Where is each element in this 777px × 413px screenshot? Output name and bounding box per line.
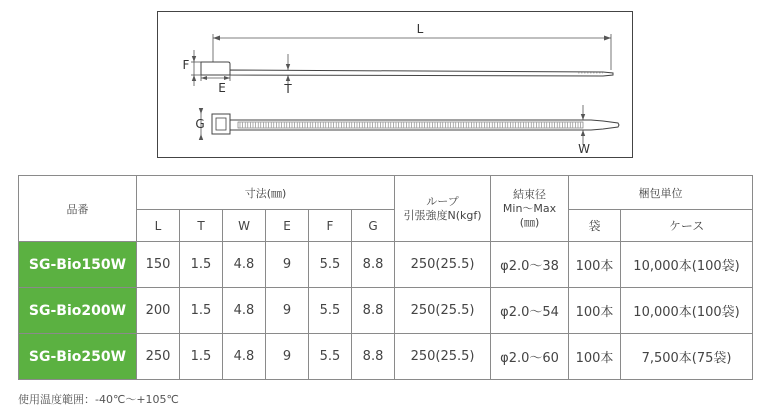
subheader-case: ケース: [621, 210, 753, 242]
header-bind-line1: 結束径: [513, 187, 547, 201]
cell-T: 1.5: [180, 242, 223, 288]
cell-F: 5.5: [309, 242, 352, 288]
header-packing: 梱包単位: [569, 176, 753, 210]
label-T: T: [284, 82, 292, 96]
cell-strength: 250(25.5): [395, 334, 491, 380]
label-W: W: [578, 142, 590, 156]
cell-T: 1.5: [180, 288, 223, 334]
cell-F: 5.5: [309, 334, 352, 380]
header-bind-line3: (㎜): [519, 215, 540, 229]
label-G: G: [195, 117, 205, 131]
cell-L: 200: [137, 288, 180, 334]
cell-E: 9: [266, 242, 309, 288]
table-row: [19, 334, 753, 380]
subheader-L: L: [137, 210, 180, 242]
dimension-drawing: [158, 12, 634, 159]
cell-strength: 250(25.5): [395, 288, 491, 334]
model-cell: SG-Bio200W: [19, 288, 137, 334]
tie-head-slot: [216, 118, 226, 130]
cell-G: 8.8: [352, 334, 395, 380]
subheader-G: G: [352, 210, 395, 242]
cell-L: 150: [137, 242, 180, 288]
t-arrow-bottom: [286, 75, 290, 81]
table-row: [19, 288, 753, 334]
header-loop-line2: 引張強度N(kgf): [403, 208, 482, 222]
cell-L: 250: [137, 334, 180, 380]
cell-F: 5.5: [309, 288, 352, 334]
l-arrow-left: [213, 36, 220, 41]
cell-diameter: φ2.0～54: [491, 288, 569, 334]
w-arrow-top: [581, 114, 585, 120]
g-arrow-bottom: [199, 134, 203, 140]
cell-strength: 250(25.5): [395, 242, 491, 288]
table-row: [19, 242, 753, 288]
t-arrow-top: [286, 64, 290, 70]
subheader-E: E: [266, 210, 309, 242]
cable-tie-diagram: [157, 11, 633, 158]
subheader-T: T: [180, 210, 223, 242]
label-L: L: [416, 22, 424, 36]
tie-strap-side: [230, 70, 613, 76]
header-row: [19, 176, 753, 210]
subheader-W: W: [223, 210, 266, 242]
tie-head-side: [201, 62, 230, 75]
header-bind-line2: Min～Max: [502, 201, 557, 215]
f-arrow-bottom: [192, 75, 196, 81]
e-arrow-left: [201, 76, 207, 80]
temperature-range-note: 使用温度範囲：-40℃～+105℃: [18, 393, 179, 406]
cell-diameter: φ2.0～60: [491, 334, 569, 380]
cell-case: 10,000本(100袋): [621, 242, 753, 288]
cell-T: 1.5: [180, 334, 223, 380]
header-bind-diameter: [491, 176, 569, 242]
subheader-bag: 袋: [569, 210, 621, 242]
cell-bag: 100本: [569, 334, 621, 380]
cell-G: 8.8: [352, 288, 395, 334]
subheader-F: F: [309, 210, 352, 242]
cell-E: 9: [266, 288, 309, 334]
cell-bag: 100本: [569, 288, 621, 334]
cell-E: 9: [266, 334, 309, 380]
label-F: F: [182, 58, 190, 72]
cell-case: 10,000本(100袋): [621, 288, 753, 334]
g-arrow-top: [199, 108, 203, 114]
cell-W: 4.8: [223, 242, 266, 288]
cell-bag: 100本: [569, 242, 621, 288]
l-arrow-right: [604, 36, 611, 41]
header-model: 品番: [19, 176, 137, 242]
cell-W: 4.8: [223, 334, 266, 380]
spec-table: [18, 175, 753, 380]
e-arrow-right: [224, 76, 230, 80]
model-cell: SG-Bio250W: [19, 334, 137, 380]
cell-diameter: φ2.0～38: [491, 242, 569, 288]
header-loop-strength: [395, 176, 491, 242]
header-loop-line1: ループ: [426, 194, 459, 208]
w-arrow-bottom: [581, 130, 585, 136]
cell-G: 8.8: [352, 242, 395, 288]
header-dimensions: 寸法(㎜): [137, 176, 395, 210]
cell-W: 4.8: [223, 288, 266, 334]
f-arrow-top: [192, 56, 196, 62]
model-cell: SG-Bio150W: [19, 242, 137, 288]
label-E: E: [218, 81, 226, 95]
cell-case: 7,500本(75袋): [621, 334, 753, 380]
